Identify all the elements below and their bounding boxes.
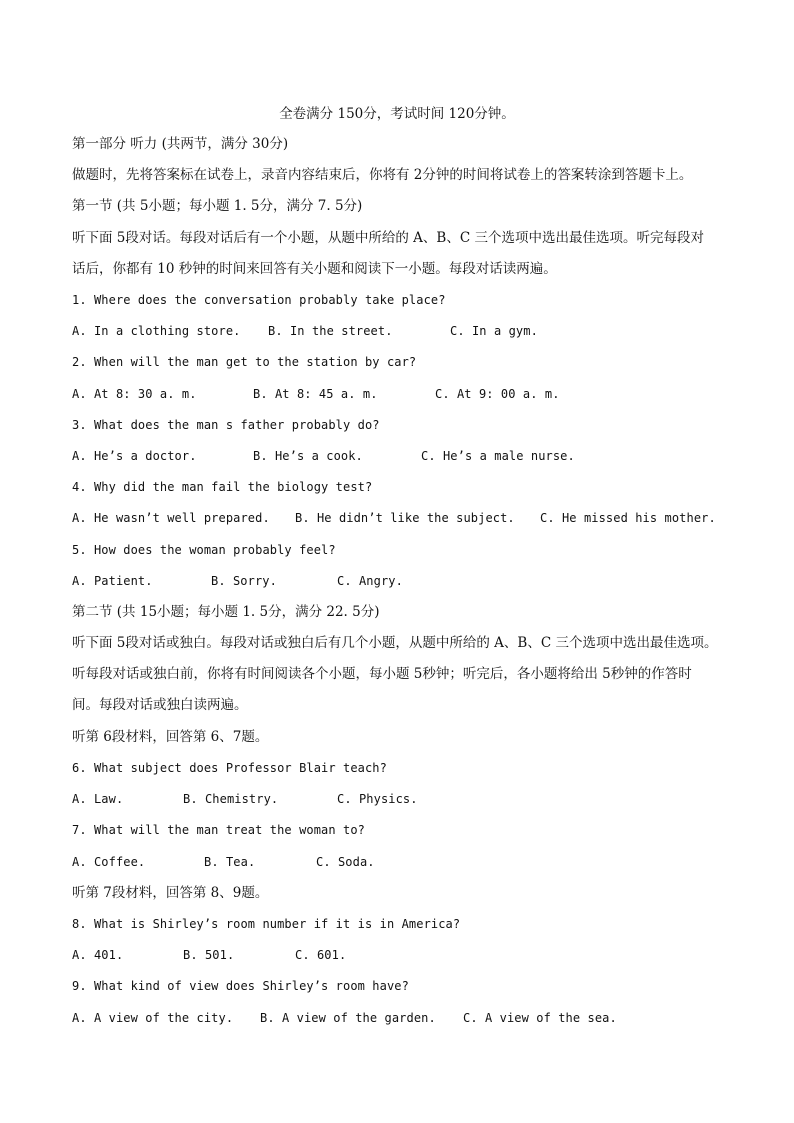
question-8-stem: 8. What is Shirley’s room number if it is in America? [72, 917, 461, 931]
option-a: A. In a clothing store. [72, 324, 241, 338]
option-a: A. Coffee. [72, 855, 146, 869]
option-c: C. He missed his mother. [540, 511, 716, 525]
option-c: C. In a gym. [450, 324, 538, 338]
option-c: C. Soda. [316, 855, 375, 869]
option-a: A. 401. [72, 948, 124, 962]
part1-instruction: 做题时，先将答案标在试卷上，录音内容结束后，你将有 2分钟的时间将试卷上的答案转涂到答题卡上。 [72, 167, 693, 183]
question-2-stem: 2. When will the man get to the station by car? [72, 355, 417, 369]
option-b: B. He didn’t like the subject. [295, 511, 515, 525]
option-a: A. Patient. [72, 574, 153, 588]
option-c: C. A view of the sea. [463, 1011, 617, 1025]
option-c: C. Physics. [337, 792, 418, 806]
question-4-stem: 4. Why did the man fail the biology test? [72, 480, 373, 494]
question-3-stem: 3. What does the man s father probably do? [72, 418, 380, 432]
section1-heading: 第一节 (共 5小题；每小题 1. 5分，满分 7. 5分) [72, 198, 363, 214]
option-b: B. Sorry. [211, 574, 277, 588]
option-b: B. Tea. [204, 855, 256, 869]
page-title: 全卷满分 150分，考试时间 120分钟。 [279, 106, 515, 122]
option-a: A. He wasn’t well prepared. [72, 511, 270, 525]
option-a: A. At 8: 30 a. m. [72, 387, 197, 401]
section2-heading: 第二节 (共 15小题；每小题 1. 5分，满分 22. 5分) [72, 604, 380, 620]
question-1-stem: 1. Where does the conversation probably take place? [72, 293, 446, 307]
section2-directions-line2: 听每段对话或独白前，你将有时间阅读各个小题，每小题 5秒钟；听完后，各小题将给出 5秒钟的作答时 [72, 666, 692, 682]
section1-directions-line1: 听下面 5段对话。每段对话后有一个小题，从题中所给的 A、B、C 三个选项中选出最佳选项。听完每段对 [72, 230, 704, 246]
section2-directions-line1: 听下面 5段对话或独白。每段对话或独白后有几个小题，从题中所给的 A、B、C 三个选项中选出最佳选项。 [72, 635, 718, 651]
material-6-note: 听第 6段材料，回答第 6、7题。 [72, 729, 269, 745]
section1-directions-line2: 话后，你都有 10 秒钟的时间来回答有关小题和阅读下一小题。每段对话读两遍。 [72, 261, 557, 277]
question-9-stem: 9. What kind of view does Shirley’s room have? [72, 979, 409, 993]
option-a: A. He’s a doctor. [72, 449, 197, 463]
part1-heading: 第一部分 听力 (共两节，满分 30分) [72, 136, 289, 152]
option-c: C. He’s a male nurse. [421, 449, 575, 463]
option-c: C. Angry. [337, 574, 403, 588]
option-b: B. 501. [183, 948, 235, 962]
option-b: B. At 8: 45 a. m. [253, 387, 378, 401]
option-c: C. 601. [295, 948, 347, 962]
option-b: B. He’s a cook. [253, 449, 363, 463]
material-7-note: 听第 7段材料，回答第 8、9题。 [72, 885, 269, 901]
option-a: A. Law. [72, 792, 124, 806]
section2-directions-line3: 间。每段对话或独白读两遍。 [72, 697, 248, 713]
question-7-stem: 7. What will the man treat the woman to? [72, 823, 365, 837]
option-b: B. Chemistry. [183, 792, 279, 806]
option-b: B. A view of the garden. [260, 1011, 436, 1025]
option-c: C. At 9: 00 a. m. [435, 387, 560, 401]
question-5-stem: 5. How does the woman probably feel? [72, 543, 336, 557]
option-a: A. A view of the city. [72, 1011, 234, 1025]
question-6-stem: 6. What subject does Professor Blair teach? [72, 761, 387, 775]
option-b: B. In the street. [268, 324, 393, 338]
